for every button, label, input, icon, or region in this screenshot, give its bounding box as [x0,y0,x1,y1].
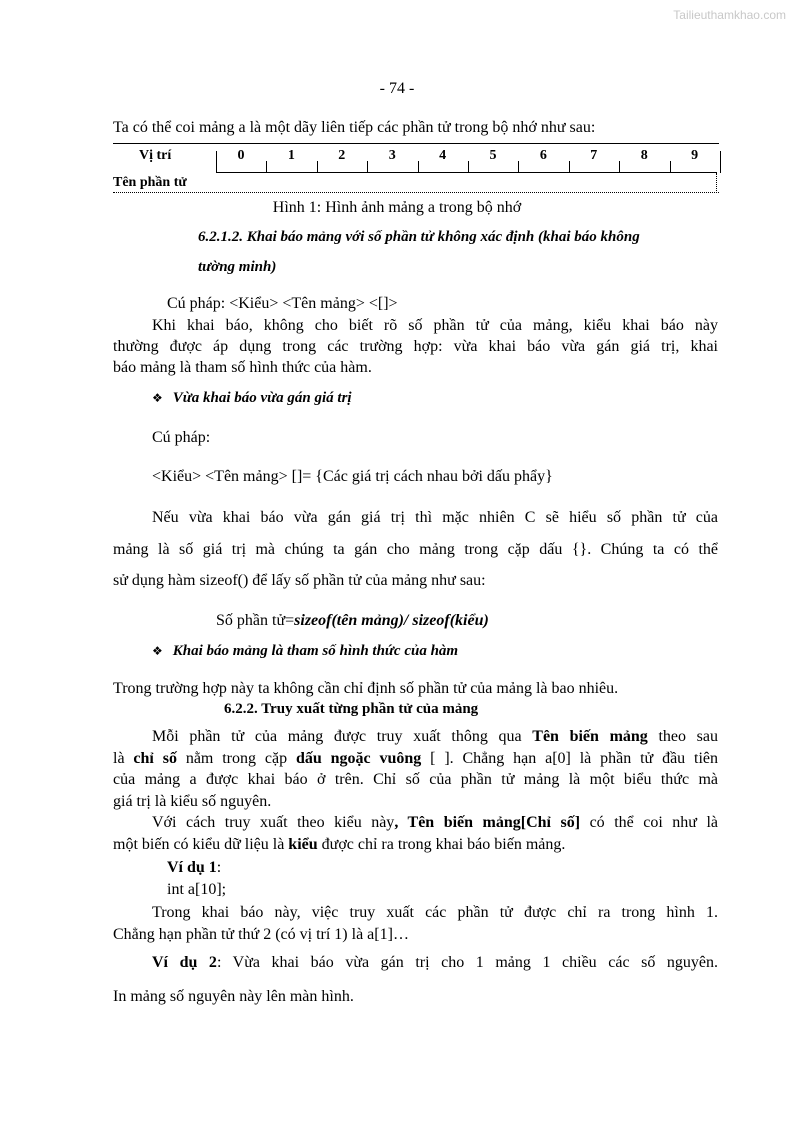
section-title-6-2-1-2: 6.2.1.2. Khai báo mảng với số phần tử không xác định (khai báo không [198,229,640,245]
text-run-bold: kiểu [288,836,318,853]
position-label: Vị trí [139,148,172,163]
text-run: Mỗi phần tử của mảng được truy xuất thông qua [152,728,533,745]
text-run-bold: , Tên biến mảng[Chỉ số] [394,814,581,831]
example-1-label [167,858,221,878]
paragraph-line: giá trị là kiểu số nguyên. [113,793,272,810]
text-run: một biến có kiểu dữ liệu là [113,836,289,853]
position-cell: 5 [489,148,497,163]
page-number: - 74 - [379,80,415,97]
text-run: có thể coi như là [580,814,719,831]
paragraph-line: Trong khai báo này, việc truy xuất các phần tử được chỉ ra trong hình 1. [152,904,718,921]
text-run: [ ]. Chẳng hạn a[0] là phần tử đầu tiên [421,750,719,767]
table-axis-rule [216,172,717,173]
memory-table [113,143,719,193]
paragraph-line [152,813,718,833]
element-name-label: Tên phần tử [113,175,187,190]
position-cell: 8 [640,148,648,163]
paragraph-line: báo mảng là tham số hình thức của hàm. [113,359,372,376]
text-run: được chỉ ra trong khai báo biến mảng. [317,836,566,853]
paragraph-line: Chẳng hạn phần tử thứ 2 (có vị trí 1) là a[1]… [113,926,409,943]
position-cell: 2 [338,148,346,163]
bullet-title: Vừa khai báo vừa gán giá trị [172,390,352,406]
text-run-bold: Ví dụ 1 [167,859,217,876]
text-run: theo sau [647,728,718,745]
table-top-rule [113,143,719,144]
formula-prefix: Số phần tử= [216,612,295,629]
formula-expression: sizeof(tên mảng)/ sizeof(kiểu) [294,612,489,629]
text-run-bold: dấu ngoặc vuông [295,750,422,767]
section-title-6-2-2: 6.2.2. Truy xuất từng phần tử của mảng [224,701,479,717]
syntax-line: Cú pháp: <Kiểu> <Tên mảng> <[]> [167,295,398,312]
paragraph-line: Trong trường hợp này ta không cần chỉ định số phần tử của mảng là bao nhiêu. [113,680,619,697]
paragraph-line [113,749,718,769]
intro-text: Ta có thể coi mảng a là một dãy liên tiếp các phần tử trong bộ nhớ như sau: [113,119,596,136]
text-run: : Vừa khai báo vừa gán trị cho 1 mảng 1 chiều các số nguyên. [216,954,719,971]
table-right-rule [716,173,717,193]
sizeof-formula [216,611,489,631]
section-title-6-2-1-2-cont: tường minh) [198,259,277,275]
code-line: int a[10]; [167,881,227,898]
text-run-bold: Tên biến mảng [532,728,648,745]
paragraph-line: Nếu vừa khai báo vừa gán giá trị thì mặc nhiên C sẽ hiểu số phần tử của [152,509,718,526]
text-run: Với cách truy xuất theo kiểu này [152,814,395,831]
text-run: là [113,750,134,767]
bullet-title: Khai báo mảng là tham số hình thức của hàm [172,643,459,659]
diamond-bullet-icon: ❖ [152,391,163,405]
watermark: Tailieuthamkhao.com [673,8,786,22]
text-run-bold: Ví dụ 2 [152,954,217,971]
table-tick [720,151,721,173]
diamond-bullet-icon: ❖ [152,644,163,658]
text-run-bold: chỉ số [133,750,177,767]
position-cell: 0 [237,148,245,163]
figure-caption: Hình 1: Hình ảnh mảng a trong bộ nhớ [272,199,522,216]
bullet-heading [152,641,458,661]
position-cell: 6 [539,148,547,163]
position-cell: 3 [388,148,396,163]
position-cell: 7 [590,148,598,163]
table-bottom-rule [113,192,719,193]
syntax-label: Cú pháp: [152,429,211,446]
paragraph-line [152,727,718,747]
position-cell: 4 [439,148,447,163]
paragraph-line: sử dụng hàm sizeof() để lấy số phần tử của mảng như sau: [113,572,486,589]
position-cell: 9 [691,148,699,163]
paragraph-line: thường được áp dụng trong các trường hợp: vừa khai báo vừa gán giá trị, khai [113,338,718,355]
text-run: nằm trong cặp [176,750,296,767]
paragraph-line: In mảng số nguyên này lên màn hình. [113,988,354,1005]
syntax-line: <Kiểu> <Tên mảng> []= {Các giá trị cách nhau bởi dấu phẩy} [152,468,553,485]
paragraph-line: Khi khai báo, không cho biết rõ số phần tử của mảng, kiểu khai báo này [152,317,718,334]
text-run: : [216,859,222,876]
paragraph-line: của mảng a được khai báo ở trên. Chỉ số của phần tử mảng là một biểu thức mà [113,771,718,788]
position-cell: 1 [287,148,295,163]
paragraph-line [113,835,565,855]
bullet-heading [152,388,352,408]
paragraph-line [152,953,718,973]
paragraph-line: mảng là số giá trị mà chúng ta gán cho mảng trong cặp dấu {}. Chúng ta có thể [113,541,718,558]
